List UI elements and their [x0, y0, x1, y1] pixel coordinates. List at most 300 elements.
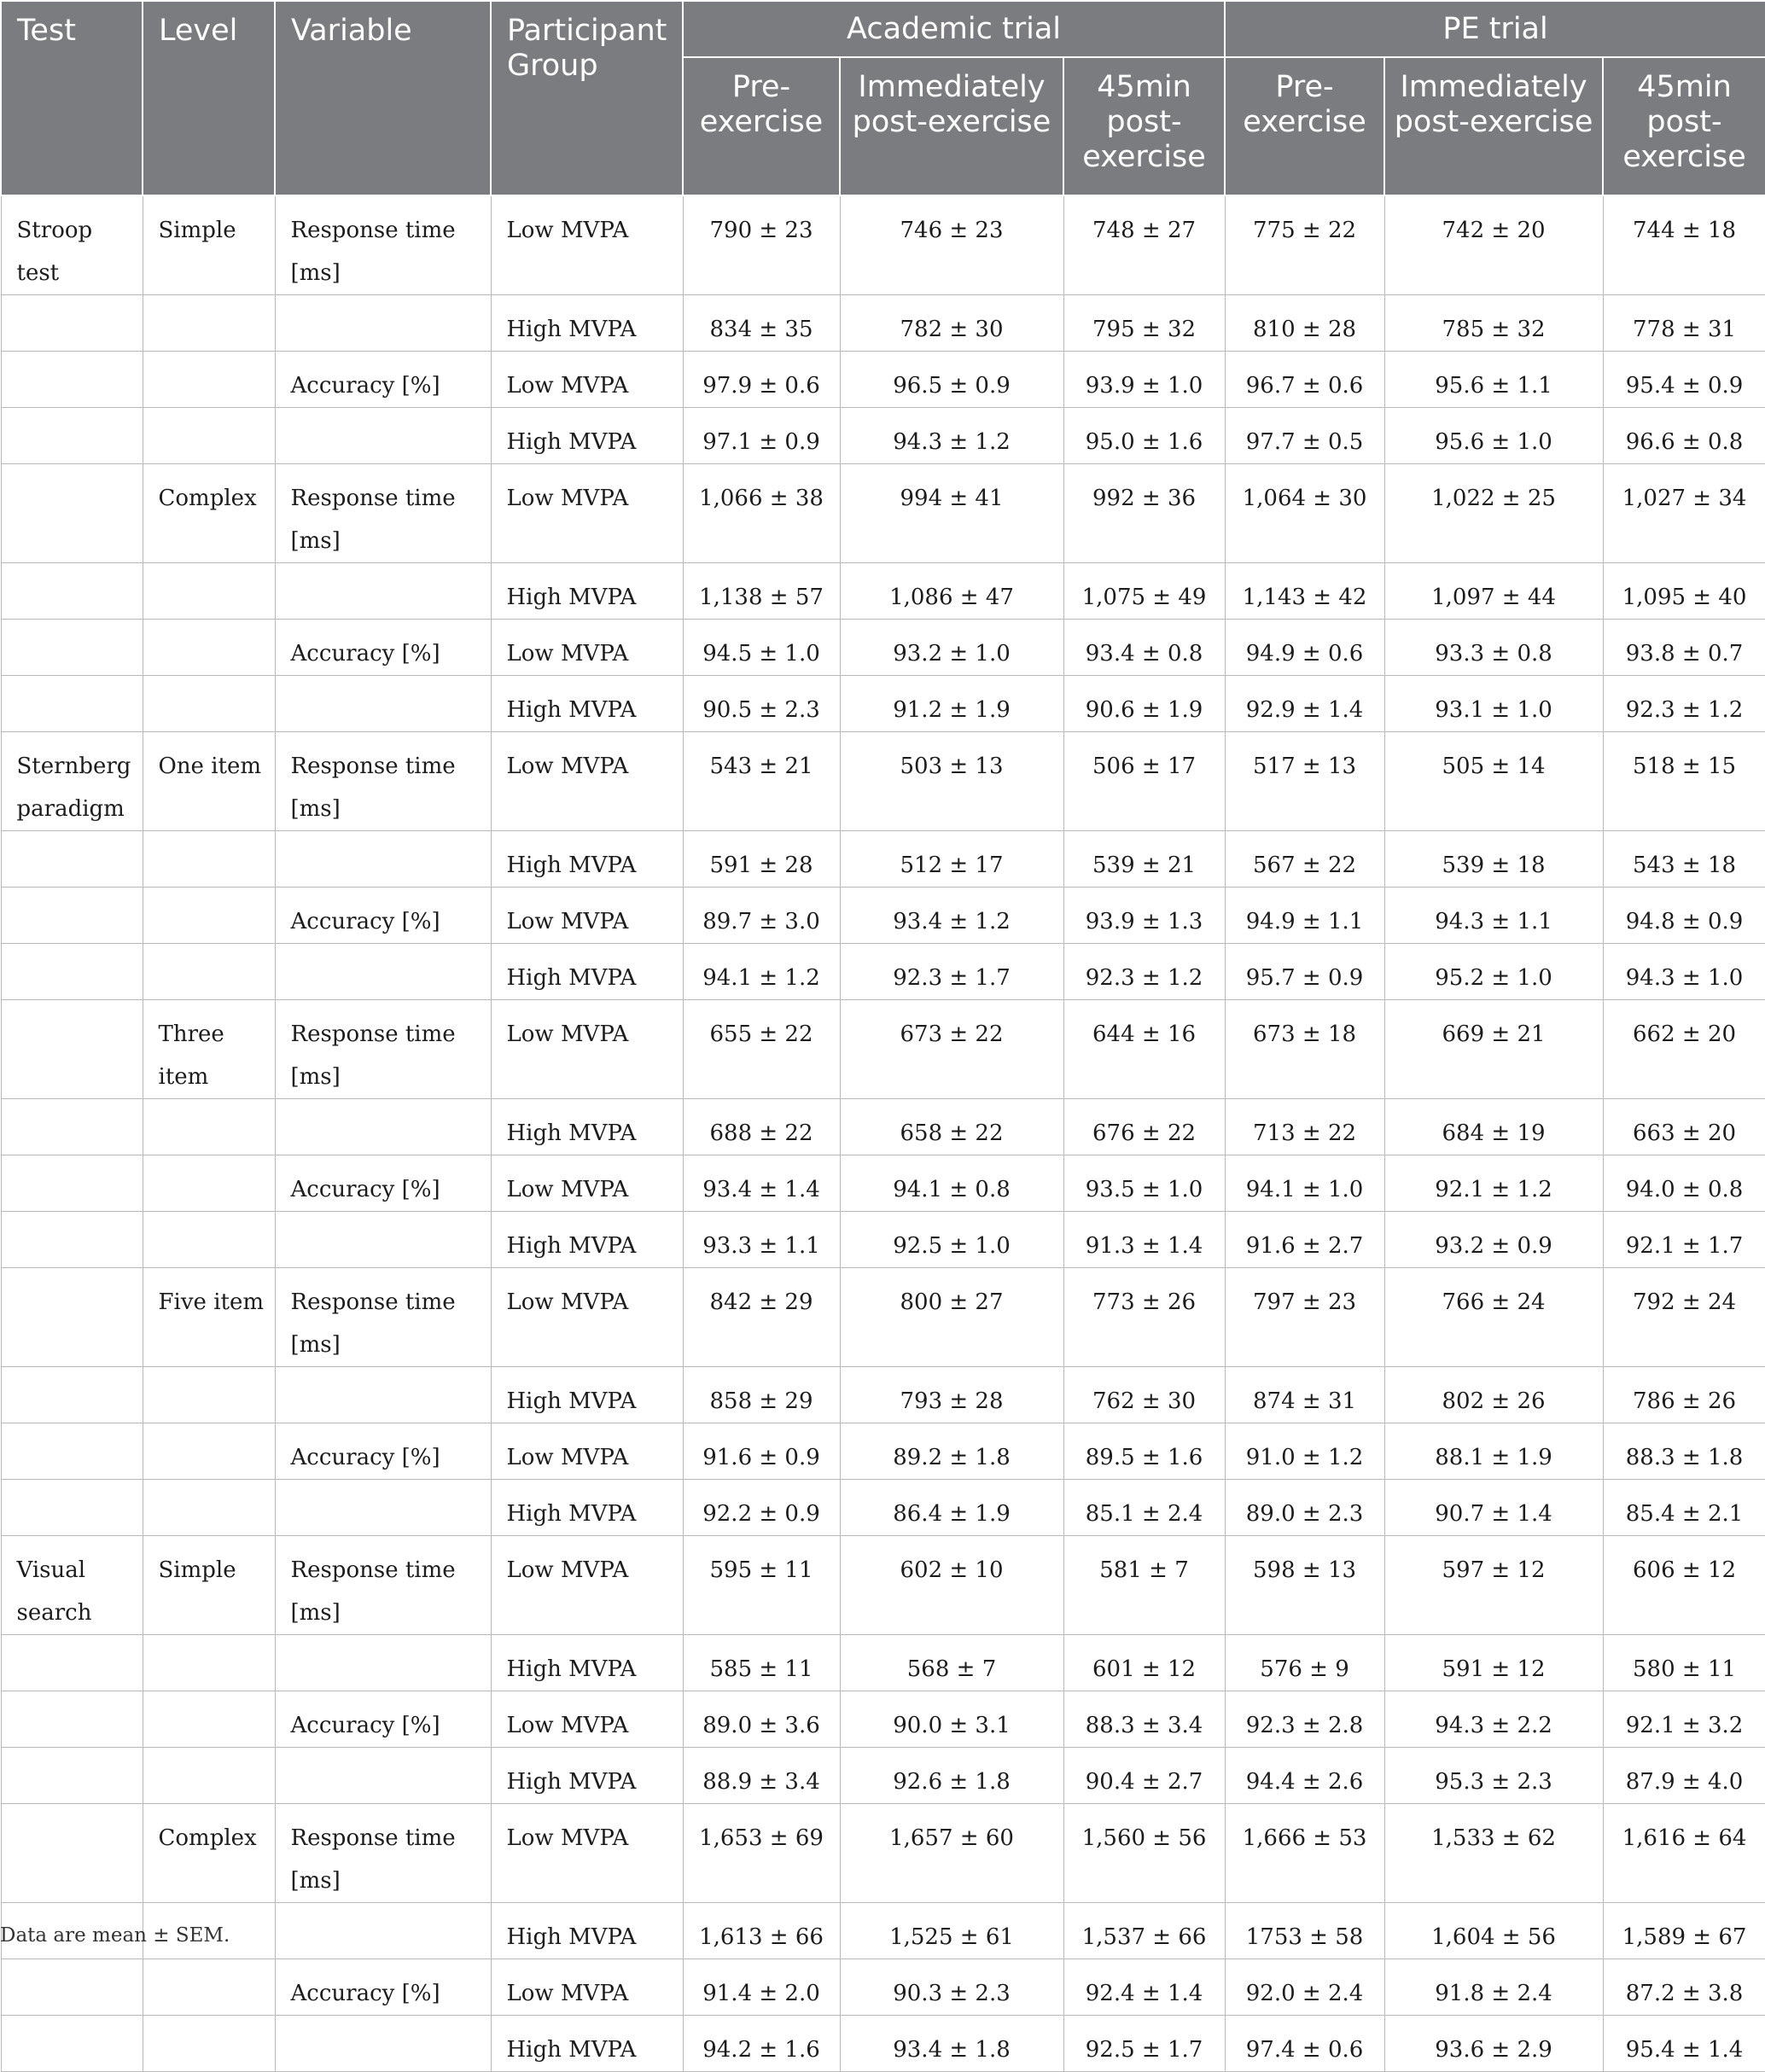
- cell-pe-45min-post: 87.9 ± 4.0: [1603, 1748, 1765, 1804]
- cell-academic-45min-post: 90.4 ± 2.7: [1063, 1748, 1225, 1804]
- cell-pe-immediately-post: 591 ± 12: [1384, 1635, 1603, 1691]
- cell-academic-immediately-post: 90.3 ± 2.3: [840, 1959, 1063, 2016]
- cell-pe-45min-post: 1,616 ± 64: [1603, 1804, 1765, 1903]
- table-row: [1, 352, 1765, 408]
- cell-test: [1, 831, 143, 888]
- table-row: [1, 1635, 1765, 1691]
- cell-academic-immediately-post: 86.4 ± 1.9: [840, 1480, 1063, 1536]
- cell-pe-immediately-post: 93.3 ± 0.8: [1384, 620, 1603, 676]
- cell-academic-immediately-post: 93.2 ± 1.0: [840, 620, 1063, 676]
- cell-academic-immediately-post: 92.6 ± 1.8: [840, 1748, 1063, 1804]
- cell-pe-pre: 1,143 ± 42: [1225, 563, 1384, 620]
- cell-academic-45min-post: 93.9 ± 1.0: [1063, 352, 1225, 408]
- cell-pe-immediately-post: 1,097 ± 44: [1384, 563, 1603, 620]
- cell-pe-pre: 91.6 ± 2.7: [1225, 1212, 1384, 1268]
- cell-level: [143, 888, 275, 944]
- table-row: [1, 1959, 1765, 2016]
- cell-variable: [275, 1367, 491, 1423]
- cell-academic-immediately-post: 602 ± 10: [840, 1536, 1063, 1635]
- cell-academic-immediately-post: 568 ± 7: [840, 1635, 1063, 1691]
- cell-participant-group: Low MVPA: [491, 732, 683, 831]
- cell-pe-45min-post: 1,095 ± 40: [1603, 563, 1765, 620]
- cell-test: [1, 1212, 143, 1268]
- cell-pe-pre: 96.7 ± 0.6: [1225, 352, 1384, 408]
- cell-pe-45min-post: 778 ± 31: [1603, 295, 1765, 352]
- cell-pe-45min-post: 88.3 ± 1.8: [1603, 1423, 1765, 1480]
- table-row: [1, 831, 1765, 888]
- cell-test: [1, 620, 143, 676]
- cell-test: [1, 295, 143, 352]
- cell-academic-immediately-post: 793 ± 28: [840, 1367, 1063, 1423]
- table-row: [1, 1804, 1765, 1903]
- cell-pe-45min-post: 92.1 ± 3.2: [1603, 1691, 1765, 1748]
- cell-test: [1, 464, 143, 563]
- cell-academic-45min-post: 92.5 ± 1.7: [1063, 2016, 1225, 2072]
- cell-academic-45min-post: 795 ± 32: [1063, 295, 1225, 352]
- cell-variable: [275, 2016, 491, 2072]
- header-academic-immediately-post: Immediately post-exercise: [840, 57, 1063, 195]
- cell-academic-pre: 688 ± 22: [683, 1099, 840, 1155]
- table-row: [1, 676, 1765, 732]
- cell-test: [1, 944, 143, 1000]
- cell-participant-group: Low MVPA: [491, 1959, 683, 2016]
- cell-academic-pre: 543 ± 21: [683, 732, 840, 831]
- cell-academic-45min-post: 1,560 ± 56: [1063, 1804, 1225, 1903]
- cell-level: Complex: [143, 1804, 275, 1903]
- cell-pe-pre: 810 ± 28: [1225, 295, 1384, 352]
- table-row: [1, 1155, 1765, 1212]
- cell-test: [1, 1000, 143, 1099]
- cell-pe-immediately-post: 95.6 ± 1.0: [1384, 408, 1603, 464]
- cell-test: [1, 1748, 143, 1804]
- cell-variable: [275, 563, 491, 620]
- cell-academic-45min-post: 93.4 ± 0.8: [1063, 620, 1225, 676]
- cell-variable: [275, 1212, 491, 1268]
- cell-academic-45min-post: 762 ± 30: [1063, 1367, 1225, 1423]
- cell-academic-pre: 1,653 ± 69: [683, 1804, 840, 1903]
- cell-level: [143, 620, 275, 676]
- cell-pe-immediately-post: 742 ± 20: [1384, 195, 1603, 295]
- table-row: [1, 195, 1765, 295]
- header-academic-pre-exercise: Pre-exercise: [683, 57, 840, 195]
- cell-variable: Response time [ms]: [275, 1804, 491, 1903]
- cell-pe-pre: 95.7 ± 0.9: [1225, 944, 1384, 1000]
- cell-variable: Accuracy [%]: [275, 888, 491, 944]
- table-row: [1, 732, 1765, 831]
- cell-academic-45min-post: 676 ± 22: [1063, 1099, 1225, 1155]
- cell-academic-pre: 585 ± 11: [683, 1635, 840, 1691]
- cell-pe-immediately-post: 94.3 ± 1.1: [1384, 888, 1603, 944]
- cell-level: [143, 1635, 275, 1691]
- cell-variable: [275, 944, 491, 1000]
- cell-academic-immediately-post: 512 ± 17: [840, 831, 1063, 888]
- cell-pe-45min-post: 662 ± 20: [1603, 1000, 1765, 1099]
- cell-academic-pre: 89.0 ± 3.6: [683, 1691, 840, 1748]
- cell-pe-pre: 92.3 ± 2.8: [1225, 1691, 1384, 1748]
- cell-variable: Accuracy [%]: [275, 1959, 491, 2016]
- table-row: [1, 1268, 1765, 1367]
- cell-participant-group: Low MVPA: [491, 1536, 683, 1635]
- cell-pe-pre: 1,666 ± 53: [1225, 1804, 1384, 1903]
- cell-academic-45min-post: 773 ± 26: [1063, 1268, 1225, 1367]
- cell-variable: Accuracy [%]: [275, 1691, 491, 1748]
- cell-academic-pre: 858 ± 29: [683, 1367, 840, 1423]
- cell-academic-immediately-post: 746 ± 23: [840, 195, 1063, 295]
- cell-academic-immediately-post: 89.2 ± 1.8: [840, 1423, 1063, 1480]
- cell-pe-immediately-post: 669 ± 21: [1384, 1000, 1603, 1099]
- cell-academic-immediately-post: 94.1 ± 0.8: [840, 1155, 1063, 1212]
- cell-variable: [275, 1480, 491, 1536]
- cell-test: [1, 2016, 143, 2072]
- cell-test: [1, 676, 143, 732]
- cell-pe-45min-post: 663 ± 20: [1603, 1099, 1765, 1155]
- cell-test: [1, 1691, 143, 1748]
- cell-academic-immediately-post: 994 ± 41: [840, 464, 1063, 563]
- cell-pe-pre: 775 ± 22: [1225, 195, 1384, 295]
- cell-academic-45min-post: 91.3 ± 1.4: [1063, 1212, 1225, 1268]
- cell-test: [1, 1480, 143, 1536]
- cell-academic-pre: 90.5 ± 2.3: [683, 676, 840, 732]
- cell-participant-group: Low MVPA: [491, 888, 683, 944]
- cell-level: [143, 676, 275, 732]
- cell-academic-pre: 842 ± 29: [683, 1268, 840, 1367]
- cell-pe-immediately-post: 505 ± 14: [1384, 732, 1603, 831]
- cell-pe-45min-post: 1,589 ± 67: [1603, 1903, 1765, 1959]
- cell-pe-pre: 94.9 ± 0.6: [1225, 620, 1384, 676]
- cell-pe-45min-post: 543 ± 18: [1603, 831, 1765, 888]
- cell-participant-group: High MVPA: [491, 1748, 683, 1804]
- cell-pe-pre: 598 ± 13: [1225, 1536, 1384, 1635]
- cell-academic-immediately-post: 800 ± 27: [840, 1268, 1063, 1367]
- cell-pe-45min-post: 786 ± 26: [1603, 1367, 1765, 1423]
- cell-pe-pre: 673 ± 18: [1225, 1000, 1384, 1099]
- cell-participant-group: Low MVPA: [491, 352, 683, 408]
- cell-pe-45min-post: 95.4 ± 1.4: [1603, 2016, 1765, 2072]
- cell-variable: [275, 408, 491, 464]
- cell-level: Three item: [143, 1000, 275, 1099]
- cell-level: One item: [143, 732, 275, 831]
- cell-academic-45min-post: 88.3 ± 3.4: [1063, 1691, 1225, 1748]
- cell-participant-group: Low MVPA: [491, 620, 683, 676]
- table-row: [1, 1536, 1765, 1635]
- cell-pe-45min-post: 744 ± 18: [1603, 195, 1765, 295]
- cell-pe-45min-post: 92.1 ± 1.7: [1603, 1212, 1765, 1268]
- cell-academic-pre: 93.3 ± 1.1: [683, 1212, 840, 1268]
- header-pe-pre-exercise: Pre-exercise: [1225, 57, 1384, 195]
- cell-academic-pre: 790 ± 23: [683, 195, 840, 295]
- cell-participant-group: Low MVPA: [491, 1691, 683, 1748]
- cell-academic-45min-post: 1,537 ± 66: [1063, 1903, 1225, 1959]
- cell-academic-immediately-post: 1,086 ± 47: [840, 563, 1063, 620]
- cell-variable: [275, 676, 491, 732]
- cell-participant-group: Low MVPA: [491, 1000, 683, 1099]
- cell-academic-pre: 94.1 ± 1.2: [683, 944, 840, 1000]
- table-body: [1, 195, 1765, 2072]
- cell-pe-immediately-post: 91.8 ± 2.4: [1384, 1959, 1603, 2016]
- header-academic-trial: Academic trial: [683, 1, 1225, 57]
- cell-variable: [275, 1748, 491, 1804]
- cell-pe-pre: 92.0 ± 2.4: [1225, 1959, 1384, 2016]
- cell-academic-pre: 1,138 ± 57: [683, 563, 840, 620]
- cell-variable: Accuracy [%]: [275, 352, 491, 408]
- cell-test: [1, 1959, 143, 2016]
- table-row: [1, 1212, 1765, 1268]
- header-pe-immediately-post: Immediately post-exercise: [1384, 57, 1603, 195]
- cell-level: [143, 1959, 275, 2016]
- table-row: [1, 295, 1765, 352]
- cell-academic-45min-post: 644 ± 16: [1063, 1000, 1225, 1099]
- cell-participant-group: High MVPA: [491, 1480, 683, 1536]
- cell-pe-immediately-post: 539 ± 18: [1384, 831, 1603, 888]
- cell-test: [1, 352, 143, 408]
- cell-participant-group: High MVPA: [491, 1635, 683, 1691]
- cell-level: [143, 295, 275, 352]
- cell-participant-group: High MVPA: [491, 1212, 683, 1268]
- cell-pe-immediately-post: 1,533 ± 62: [1384, 1804, 1603, 1903]
- cell-participant-group: High MVPA: [491, 944, 683, 1000]
- cell-academic-45min-post: 93.5 ± 1.0: [1063, 1155, 1225, 1212]
- cell-level: [143, 563, 275, 620]
- cell-academic-immediately-post: 1,525 ± 61: [840, 1903, 1063, 1959]
- cell-level: [143, 1423, 275, 1480]
- cell-academic-pre: 88.9 ± 3.4: [683, 1748, 840, 1804]
- cell-academic-immediately-post: 94.3 ± 1.2: [840, 408, 1063, 464]
- cell-level: [143, 2016, 275, 2072]
- cell-academic-45min-post: 539 ± 21: [1063, 831, 1225, 888]
- cell-test: [1, 1804, 143, 1903]
- cell-pe-45min-post: 92.3 ± 1.2: [1603, 676, 1765, 732]
- cell-academic-45min-post: 95.0 ± 1.6: [1063, 408, 1225, 464]
- cell-pe-45min-post: 94.0 ± 0.8: [1603, 1155, 1765, 1212]
- cell-level: [143, 1480, 275, 1536]
- header-pe-trial: PE trial: [1225, 1, 1765, 57]
- cell-pe-pre: 94.9 ± 1.1: [1225, 888, 1384, 944]
- cell-pe-pre: 567 ± 22: [1225, 831, 1384, 888]
- cell-pe-pre: 94.1 ± 1.0: [1225, 1155, 1384, 1212]
- cell-academic-45min-post: 581 ± 7: [1063, 1536, 1225, 1635]
- cell-pe-45min-post: 1,027 ± 34: [1603, 464, 1765, 563]
- cell-pe-pre: 797 ± 23: [1225, 1268, 1384, 1367]
- cell-variable: Response time [ms]: [275, 1536, 491, 1635]
- cell-participant-group: High MVPA: [491, 1903, 683, 1959]
- cell-academic-pre: 595 ± 11: [683, 1536, 840, 1635]
- header-variable: Variable: [275, 1, 491, 195]
- header-participant-group: Participant Group: [491, 1, 683, 195]
- cell-level: Simple: [143, 1536, 275, 1635]
- cell-academic-immediately-post: 503 ± 13: [840, 732, 1063, 831]
- cell-academic-45min-post: 601 ± 12: [1063, 1635, 1225, 1691]
- cell-pe-immediately-post: 1,022 ± 25: [1384, 464, 1603, 563]
- cell-academic-45min-post: 90.6 ± 1.9: [1063, 676, 1225, 732]
- cell-academic-immediately-post: 92.5 ± 1.0: [840, 1212, 1063, 1268]
- cell-academic-immediately-post: 1,657 ± 60: [840, 1804, 1063, 1903]
- table-row: [1, 1480, 1765, 1536]
- cell-academic-45min-post: 992 ± 36: [1063, 464, 1225, 563]
- cell-pe-pre: 97.4 ± 0.6: [1225, 2016, 1384, 2072]
- cell-academic-45min-post: 93.9 ± 1.3: [1063, 888, 1225, 944]
- cell-pe-immediately-post: 93.1 ± 1.0: [1384, 676, 1603, 732]
- cell-variable: [275, 295, 491, 352]
- cell-level: [143, 831, 275, 888]
- cell-participant-group: High MVPA: [491, 831, 683, 888]
- table-row: [1, 1748, 1765, 1804]
- cell-variable: Response time [ms]: [275, 464, 491, 563]
- cell-pe-pre: 713 ± 22: [1225, 1099, 1384, 1155]
- cell-level: [143, 944, 275, 1000]
- cell-academic-pre: 91.4 ± 2.0: [683, 1959, 840, 2016]
- cell-pe-immediately-post: 93.6 ± 2.9: [1384, 2016, 1603, 2072]
- cell-pe-immediately-post: 92.1 ± 1.2: [1384, 1155, 1603, 1212]
- cell-academic-pre: 655 ± 22: [683, 1000, 840, 1099]
- cell-pe-immediately-post: 597 ± 12: [1384, 1536, 1603, 1635]
- cell-pe-immediately-post: 1,604 ± 56: [1384, 1903, 1603, 1959]
- cell-participant-group: High MVPA: [491, 295, 683, 352]
- table-row: [1, 1000, 1765, 1099]
- cell-test: Visual search: [1, 1536, 143, 1635]
- cell-level: Simple: [143, 195, 275, 295]
- cell-test: [1, 1099, 143, 1155]
- cell-pe-45min-post: 606 ± 12: [1603, 1536, 1765, 1635]
- cell-pe-immediately-post: 802 ± 26: [1384, 1367, 1603, 1423]
- cell-pe-45min-post: 518 ± 15: [1603, 732, 1765, 831]
- cell-pe-pre: 1,064 ± 30: [1225, 464, 1384, 563]
- cell-pe-pre: 92.9 ± 1.4: [1225, 676, 1384, 732]
- cell-variable: Accuracy [%]: [275, 1155, 491, 1212]
- cell-test: [1, 1423, 143, 1480]
- cell-pe-immediately-post: 785 ± 32: [1384, 295, 1603, 352]
- cell-pe-pre: 874 ± 31: [1225, 1367, 1384, 1423]
- cell-pe-45min-post: 94.8 ± 0.9: [1603, 888, 1765, 944]
- cell-academic-immediately-post: 91.2 ± 1.9: [840, 676, 1063, 732]
- cell-academic-pre: 93.4 ± 1.4: [683, 1155, 840, 1212]
- cell-academic-immediately-post: 782 ± 30: [840, 295, 1063, 352]
- cell-academic-45min-post: 85.1 ± 2.4: [1063, 1480, 1225, 1536]
- cell-pe-pre: 576 ± 9: [1225, 1635, 1384, 1691]
- cell-level: [143, 1099, 275, 1155]
- cell-academic-pre: 834 ± 35: [683, 295, 840, 352]
- cell-test: [1, 888, 143, 944]
- cell-participant-group: High MVPA: [491, 408, 683, 464]
- cell-academic-pre: 92.2 ± 0.9: [683, 1480, 840, 1536]
- cell-level: [143, 1748, 275, 1804]
- cell-level: [143, 1155, 275, 1212]
- cell-pe-45min-post: 85.4 ± 2.1: [1603, 1480, 1765, 1536]
- cell-test: [1, 408, 143, 464]
- cell-variable: Response time [ms]: [275, 1268, 491, 1367]
- cell-academic-pre: 97.1 ± 0.9: [683, 408, 840, 464]
- cell-test: [1, 1268, 143, 1367]
- cell-pe-immediately-post: 94.3 ± 2.2: [1384, 1691, 1603, 1748]
- cell-level: [143, 1691, 275, 1748]
- cell-variable: [275, 1903, 491, 1959]
- cell-test: Sternberg paradigm: [1, 732, 143, 831]
- cell-academic-pre: 94.5 ± 1.0: [683, 620, 840, 676]
- table-row: [1, 944, 1765, 1000]
- table-header: [1, 1, 1765, 195]
- table-row: [1, 1367, 1765, 1423]
- cell-academic-pre: 91.6 ± 0.9: [683, 1423, 840, 1480]
- cell-pe-pre: 517 ± 13: [1225, 732, 1384, 831]
- cell-participant-group: Low MVPA: [491, 1155, 683, 1212]
- cell-pe-45min-post: 580 ± 11: [1603, 1635, 1765, 1691]
- header-pe-45min-post: 45min post-exercise: [1603, 57, 1765, 195]
- cell-test: Stroop test: [1, 195, 143, 295]
- cell-participant-group: Low MVPA: [491, 195, 683, 295]
- table-row: [1, 1691, 1765, 1748]
- cell-test: [1, 1155, 143, 1212]
- table-row: [1, 408, 1765, 464]
- cell-participant-group: Low MVPA: [491, 1268, 683, 1367]
- cell-academic-45min-post: 748 ± 27: [1063, 195, 1225, 295]
- cell-variable: [275, 1635, 491, 1691]
- cell-pe-pre: 1753 ± 58: [1225, 1903, 1384, 1959]
- cell-variable: Response time [ms]: [275, 195, 491, 295]
- cell-pe-pre: 94.4 ± 2.6: [1225, 1748, 1384, 1804]
- cell-pe-immediately-post: 93.2 ± 0.9: [1384, 1212, 1603, 1268]
- table-row: [1, 1903, 1765, 1959]
- cell-pe-45min-post: 93.8 ± 0.7: [1603, 620, 1765, 676]
- header-test: Test: [1, 1, 143, 195]
- table-row: [1, 2016, 1765, 2072]
- cell-level: [143, 408, 275, 464]
- cell-academic-immediately-post: 93.4 ± 1.2: [840, 888, 1063, 944]
- cell-participant-group: High MVPA: [491, 563, 683, 620]
- cell-pe-immediately-post: 88.1 ± 1.9: [1384, 1423, 1603, 1480]
- table-row: [1, 563, 1765, 620]
- cell-pe-immediately-post: 95.2 ± 1.0: [1384, 944, 1603, 1000]
- cell-academic-immediately-post: 92.3 ± 1.7: [840, 944, 1063, 1000]
- cell-pe-45min-post: 792 ± 24: [1603, 1268, 1765, 1367]
- cell-academic-45min-post: 89.5 ± 1.6: [1063, 1423, 1225, 1480]
- cell-participant-group: High MVPA: [491, 2016, 683, 2072]
- cell-academic-immediately-post: 90.0 ± 3.1: [840, 1691, 1063, 1748]
- table-row: [1, 464, 1765, 563]
- cell-variable: Response time [ms]: [275, 1000, 491, 1099]
- cell-pe-immediately-post: 95.3 ± 2.3: [1384, 1748, 1603, 1804]
- cell-academic-45min-post: 92.4 ± 1.4: [1063, 1959, 1225, 2016]
- cell-level: Five item: [143, 1268, 275, 1367]
- cell-participant-group: Low MVPA: [491, 1423, 683, 1480]
- cell-variable: Accuracy [%]: [275, 1423, 491, 1480]
- cell-variable: Response time [ms]: [275, 732, 491, 831]
- cell-pe-45min-post: 95.4 ± 0.9: [1603, 352, 1765, 408]
- cell-pe-45min-post: 96.6 ± 0.8: [1603, 408, 1765, 464]
- cell-participant-group: Low MVPA: [491, 1804, 683, 1903]
- cell-academic-45min-post: 92.3 ± 1.2: [1063, 944, 1225, 1000]
- cell-academic-immediately-post: 93.4 ± 1.8: [840, 2016, 1063, 2072]
- table-row: [1, 1099, 1765, 1155]
- cell-academic-immediately-post: 96.5 ± 0.9: [840, 352, 1063, 408]
- cell-academic-immediately-post: 673 ± 22: [840, 1000, 1063, 1099]
- cell-participant-group: High MVPA: [491, 1099, 683, 1155]
- cell-participant-group: High MVPA: [491, 1367, 683, 1423]
- cell-pe-immediately-post: 684 ± 19: [1384, 1099, 1603, 1155]
- cell-academic-pre: 1,613 ± 66: [683, 1903, 840, 1959]
- header-academic-45min-post: 45min post-exercise: [1063, 57, 1225, 195]
- cell-test: [1, 1635, 143, 1691]
- cell-participant-group: Low MVPA: [491, 464, 683, 563]
- cell-pe-pre: 91.0 ± 1.2: [1225, 1423, 1384, 1480]
- cell-pe-45min-post: 87.2 ± 3.8: [1603, 1959, 1765, 2016]
- cell-pe-pre: 89.0 ± 2.3: [1225, 1480, 1384, 1536]
- table-row: [1, 620, 1765, 676]
- table-row: [1, 888, 1765, 944]
- cell-academic-pre: 97.9 ± 0.6: [683, 352, 840, 408]
- cell-participant-group: High MVPA: [491, 676, 683, 732]
- cell-variable: Accuracy [%]: [275, 620, 491, 676]
- cell-pe-45min-post: 94.3 ± 1.0: [1603, 944, 1765, 1000]
- cell-academic-pre: 94.2 ± 1.6: [683, 2016, 840, 2072]
